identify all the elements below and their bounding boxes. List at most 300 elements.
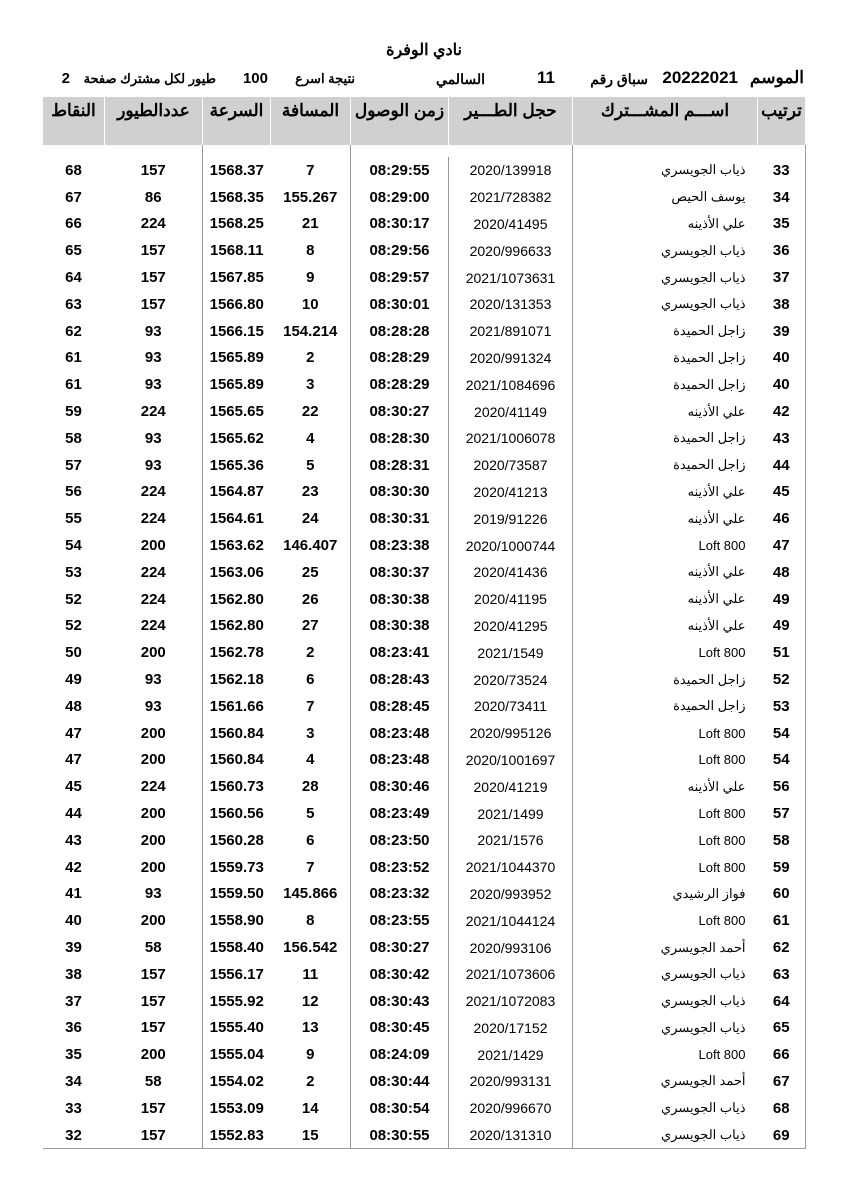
cell-bird-count: 224 [140,778,166,796]
cell-bird-count: 58 [144,1072,162,1090]
cell-points: 32 [43,1122,105,1149]
table-row [43,1095,806,1122]
cell-bird-count: 93 [144,376,162,394]
cell-participant: زاجل الحميدة [573,345,758,372]
cell-points: 48 [65,697,82,715]
cell-rank: 42 [758,398,806,425]
cell-speed: 1565.89 [203,371,271,398]
cell-participant: Loft 800 [573,800,758,827]
cell-participant: فواز الرشيدي [573,881,758,908]
cell-participant: ذياب الجويسري [573,988,758,1015]
cell-bird-count: 224 [140,590,166,608]
table-row [43,559,806,586]
header-ring: حجل الطـــير [449,97,573,145]
cell-rank: 68 [758,1095,806,1122]
cell-bird-count: 157 [140,295,166,313]
cell-rank: 40 [758,371,806,398]
cell-points: 68 [65,161,82,179]
table-row [43,988,806,1015]
cell-participant: زاجل الحميدة [573,425,758,452]
cell-arrival-time: 08:28:31 [351,452,449,479]
cell-speed: 1562.80 [203,586,271,613]
cell-distance: 13 [301,1019,319,1037]
cell-rank: 38 [758,291,806,318]
cell-rank: 67 [758,1068,806,1095]
cell-bird-count: 200 [140,912,166,930]
cell-distance: 8 [306,242,315,260]
cell-points: 56 [65,483,82,501]
table-row [43,532,806,559]
race-label: سباق رقم [590,71,648,87]
cell-arrival-time: 08:30:27 [351,934,449,961]
cell-ring: 2019/91226 [449,505,573,532]
header-distance: المسافة [271,97,351,145]
cell-speed: 1552.83 [203,1122,271,1149]
table-row [43,452,806,479]
table-row [43,264,806,291]
cell-ring: 2021/1429 [449,1041,573,1068]
cell-ring: 2020/993131 [449,1068,573,1095]
cell-arrival-time: 08:30:30 [351,479,449,506]
cell-rank: 62 [758,934,806,961]
table-row [43,720,806,747]
cell-participant: Loft 800 [573,639,758,666]
cell-arrival-time: 08:30:45 [351,1015,449,1042]
cell-arrival-time: 08:30:46 [351,773,449,800]
cell-speed: 1560.56 [203,800,271,827]
cell-distance: 8 [306,912,315,930]
cell-speed: 1568.11 [203,237,271,264]
cell-points: 40 [65,912,82,930]
cell-ring: 2021/1073631 [449,264,573,291]
cell-bird-count: 200 [140,724,166,742]
cell-arrival-time: 08:30:01 [351,291,449,318]
cell-bird-count: 200 [140,751,166,769]
cell-arrival-time: 08:23:50 [351,827,449,854]
cell-points: 58 [65,429,82,447]
table-row [43,1068,806,1095]
table-row [43,586,806,613]
cell-rank: 45 [758,479,806,506]
cell-ring: 2020/17152 [449,1015,573,1042]
cell-rank: 47 [758,532,806,559]
table-row [43,211,806,238]
cell-points: 61 [65,376,82,394]
cell-rank: 34 [758,184,806,211]
table-row [43,854,806,881]
cell-arrival-time: 08:29:55 [351,157,449,184]
cell-points: 37 [65,992,82,1010]
cell-speed: 1567.85 [203,264,271,291]
cell-rank: 59 [758,854,806,881]
cell-rank: 56 [758,773,806,800]
cell-distance: 5 [306,456,315,474]
cell-bird-count: 200 [140,537,166,555]
cell-distance: 11 [302,965,319,983]
cell-distance: 9 [306,269,315,287]
result-label: نتيجة اسرع [295,71,355,86]
cell-ring: 2021/728382 [449,184,573,211]
cell-arrival-time: 08:30:44 [351,1068,449,1095]
cell-bird-count: 157 [140,242,166,260]
cell-arrival-time: 08:23:41 [351,639,449,666]
cell-participant: علي الأذينه [573,559,758,586]
cell-distance: 2 [306,1072,315,1090]
header-arrival-time: زمن الوصول [351,97,449,145]
cell-ring: 2020/41149 [449,398,573,425]
cell-bird-count: 224 [140,510,166,528]
cell-participant: علي الأذينه [573,211,758,238]
cell-ring: 2020/73587 [449,452,573,479]
cell-distance: 2 [306,349,315,367]
cell-speed: 1564.61 [203,505,271,532]
cell-speed: 1564.87 [203,479,271,506]
table-row [43,934,806,961]
cell-distance: 25 [301,563,319,581]
cell-bird-count: 93 [144,885,162,903]
race-location: السالمي [436,71,485,87]
cell-points: 33 [65,1099,82,1117]
cell-rank: 39 [758,318,806,345]
cell-rank: 66 [758,1041,806,1068]
cell-bird-count: 224 [140,403,166,421]
cell-participant: Loft 800 [573,747,758,774]
cell-participant: أحمد الجويسري [573,934,758,961]
cell-speed: 1555.92 [203,988,271,1015]
cell-participant: ذياب الجويسري [573,157,758,184]
cell-participant: Loft 800 [573,1041,758,1068]
cell-ring: 2020/41436 [449,559,573,586]
cell-points: 67 [65,188,82,206]
cell-bird-count: 157 [140,992,166,1010]
cell-arrival-time: 08:23:55 [351,907,449,934]
cell-speed: 1559.50 [203,881,271,908]
cell-ring: 2020/996633 [449,237,573,264]
cell-ring: 2020/41195 [449,586,573,613]
cell-participant: Loft 800 [573,532,758,559]
cell-distance: 24 [301,510,319,528]
cell-bird-count: 93 [144,349,162,367]
cell-participant: ذياب الجويسري [573,264,758,291]
cell-ring: 2021/1044124 [449,907,573,934]
cell-rank: 37 [758,264,806,291]
cell-bird-count: 93 [144,429,162,447]
cell-participant: ذياب الجويسري [573,1015,758,1042]
cell-rank: 64 [758,988,806,1015]
cell-bird-count: 200 [140,1046,166,1064]
cell-arrival-time: 08:29:57 [351,264,449,291]
cell-rank: 49 [758,613,806,640]
cell-participant: زاجل الحميدة [573,452,758,479]
cell-rank: 54 [758,720,806,747]
cell-speed: 1555.04 [203,1041,271,1068]
cell-arrival-time: 08:29:00 [351,184,449,211]
cell-rank: 40 [758,345,806,372]
table-row [43,291,806,318]
cell-ring: 2020/996670 [449,1095,573,1122]
cell-distance: 4 [306,429,315,447]
cell-participant: علي الأذينه [573,613,758,640]
cell-participant: Loft 800 [573,907,758,934]
cell-speed: 1558.90 [203,907,271,934]
cell-bird-count: 157 [140,1019,166,1037]
cell-ring: 2020/131310 [449,1122,573,1149]
cell-points: 43 [65,831,82,849]
cell-speed: 1566.15 [203,318,271,345]
cell-points: 47 [65,724,82,742]
cell-arrival-time: 08:23:48 [351,747,449,774]
cell-points: 36 [65,1019,82,1037]
cell-distance: 6 [306,671,315,689]
cell-rank: 44 [758,452,806,479]
cell-points: 66 [65,215,82,233]
cell-arrival-time: 08:30:42 [351,961,449,988]
cell-ring: 2020/41213 [449,479,573,506]
cell-ring: 2020/991324 [449,345,573,372]
cell-ring: 2020/131353 [449,291,573,318]
cell-arrival-time: 08:23:48 [351,720,449,747]
cell-participant: ذياب الجويسري [573,291,758,318]
cell-points: 52 [65,590,82,608]
table-row [43,747,806,774]
table-row [43,773,806,800]
cell-bird-count: 157 [140,1099,166,1117]
cell-participant: Loft 800 [573,720,758,747]
cell-arrival-time: 08:30:37 [351,559,449,586]
cell-ring: 2021/891071 [449,318,573,345]
cell-ring: 2020/73411 [449,693,573,720]
cell-rank: 61 [758,907,806,934]
table-row [43,1015,806,1042]
table-row [43,907,806,934]
cell-distance: 145.866 [283,885,338,903]
cell-participant: علي الأذينه [573,586,758,613]
cell-participant: ذياب الجويسري [573,1095,758,1122]
cell-distance: 10 [301,295,319,313]
cell-distance: 4 [306,751,315,769]
cell-arrival-time: 08:28:29 [351,371,449,398]
cell-speed: 1561.66 [203,693,271,720]
cell-bird-count: 157 [140,965,166,983]
race-number: 11 [537,68,555,87]
cell-arrival-time: 08:24:09 [351,1041,449,1068]
table-row [43,398,806,425]
cell-bird-count: 93 [144,322,162,340]
per-label: طيور لكل مشترك صفحة [83,71,216,86]
page-number: 2 [61,70,70,87]
cell-rank: 58 [758,827,806,854]
cell-speed: 1558.40 [203,934,271,961]
cell-rank: 54 [758,747,806,774]
table-row [43,666,806,693]
cell-arrival-time: 08:30:43 [351,988,449,1015]
cell-speed: 1560.84 [203,747,271,774]
cell-speed: 1562.78 [203,639,271,666]
cell-bird-count: 157 [105,1122,203,1149]
cell-points: 39 [65,939,82,956]
cell-rank: 46 [758,505,806,532]
cell-ring: 2021/1499 [449,800,573,827]
cell-points: 55 [65,510,82,528]
cell-bird-count: 224 [140,617,166,635]
cell-ring: 2020/41295 [449,613,573,640]
cell-arrival-time: 08:30:27 [351,398,449,425]
cell-distance: 28 [301,778,319,796]
season-value: 20222021 [662,68,738,87]
cell-rank: 48 [758,559,806,586]
cell-bird-count: 224 [140,563,166,581]
cell-speed: 1560.28 [203,827,271,854]
table-row [43,800,806,827]
cell-arrival-time: 08:30:31 [351,505,449,532]
table-row [43,881,806,908]
cell-points: 41 [65,885,82,903]
table-row [43,157,806,184]
header-bird-count: عددالطيور [105,97,203,145]
cell-arrival-time: 08:23:38 [351,532,449,559]
cell-points: 54 [65,537,82,555]
cell-ring: 2020/995126 [449,720,573,747]
cell-bird-count: 86 [144,188,162,206]
cell-distance: 3 [306,376,315,394]
cell-speed: 1568.25 [203,211,271,238]
cell-points: 50 [65,644,82,662]
cell-distance: 156.542 [283,939,338,956]
cell-rank: 36 [758,237,806,264]
cell-ring: 2021/1576 [449,827,573,854]
cell-participant: زاجل الحميدة [573,318,758,345]
cell-points: 44 [65,805,82,823]
cell-participant: Loft 800 [573,827,758,854]
cell-speed: 1556.17 [203,961,271,988]
cell-distance: 5 [306,805,315,823]
cell-ring: 2021/1006078 [449,425,573,452]
cell-participant: يوسف الحيص [573,184,758,211]
cell-bird-count: 224 [140,483,166,501]
cell-bird-count: 157 [140,269,166,287]
cell-ring: 2021/1084696 [449,371,573,398]
header-rank: ترتيب [758,97,806,145]
cell-bird-count: 200 [140,858,166,876]
cell-rank: 65 [758,1015,806,1042]
cell-points: 57 [65,456,82,474]
cell-distance: 146.407 [283,537,338,555]
cell-speed: 1565.36 [203,452,271,479]
cell-speed: 1566.80 [203,291,271,318]
cell-points: 65 [65,242,82,260]
cell-bird-count: 200 [140,644,166,662]
cell-participant: ذياب الجويسري [573,961,758,988]
cell-distance: 2 [306,644,315,662]
cell-arrival-time: 08:30:38 [351,586,449,613]
cell-arrival-time: 08:30:54 [351,1095,449,1122]
cell-points: 63 [65,295,82,313]
cell-participant: زاجل الحميدة [573,666,758,693]
cell-arrival-time: 08:23:32 [351,881,449,908]
table-row [43,961,806,988]
cell-participant: علي الأذينه [573,398,758,425]
cell-points: 47 [65,751,82,769]
cell-bird-count: 93 [144,671,162,689]
cell-ring: 2021/1073606 [449,961,573,988]
cell-speed: 1560.84 [203,720,271,747]
cell-points: 38 [65,965,82,983]
cell-ring: 2021/1549 [449,639,573,666]
header-speed: السرعة [203,97,271,145]
cell-participant: زاجل الحميدة [573,693,758,720]
cell-points: 53 [65,563,82,581]
cell-participant: علي الأذينه [573,505,758,532]
cell-distance: 15 [271,1122,351,1149]
cell-speed: 1565.89 [203,345,271,372]
cell-arrival-time: 08:28:30 [351,425,449,452]
cell-distance: 3 [306,724,315,742]
cell-rank: 49 [758,586,806,613]
cell-ring: 2020/41219 [449,773,573,800]
cell-ring: 2020/73524 [449,666,573,693]
cell-speed: 1565.65 [203,398,271,425]
cell-arrival-time: 08:30:38 [351,613,449,640]
cell-distance: 26 [301,590,319,608]
cell-points: 42 [65,858,82,876]
cell-arrival-time: 08:28:45 [351,693,449,720]
results-table [42,97,806,1149]
table-row [43,505,806,532]
cell-distance: 155.267 [283,188,338,206]
cell-points: 64 [65,269,82,287]
cell-points: 61 [65,349,82,367]
cell-bird-count: 200 [140,805,166,823]
table-row [43,479,806,506]
table-row [43,371,806,398]
cell-speed: 1563.06 [203,559,271,586]
cell-speed: 1563.62 [203,532,271,559]
cell-distance: 23 [301,483,319,501]
cell-ring: 2020/1000744 [449,532,573,559]
cell-rank: 53 [758,693,806,720]
cell-rank: 51 [758,639,806,666]
bird-count: 100 [242,70,268,87]
table-row [43,613,806,640]
cell-participant: زاجل الحميدة [573,371,758,398]
cell-arrival-time: 08:28:43 [351,666,449,693]
cell-ring: 2020/1001697 [449,747,573,774]
cell-distance: 154.214 [283,322,338,340]
cell-speed: 1568.37 [203,157,271,184]
table-row [43,1041,806,1068]
cell-points: 62 [65,322,82,340]
table-row [43,827,806,854]
cell-points: 35 [65,1046,82,1064]
cell-rank: 35 [758,211,806,238]
cell-rank: 52 [758,666,806,693]
cell-bird-count: 93 [144,697,162,715]
cell-speed: 1560.73 [203,773,271,800]
cell-arrival-time: 08:30:55 [351,1122,449,1149]
cell-distance: 27 [301,617,319,635]
table-row [43,639,806,666]
cell-arrival-time: 08:28:28 [351,318,449,345]
club-title: نادي الوفرة [386,42,462,59]
header-participant: اســـم المشـــترك [573,97,758,145]
header-points: النقاط [43,97,105,145]
cell-rank: 60 [758,881,806,908]
cell-distance: 9 [306,1046,315,1064]
cell-rank: 33 [758,157,806,184]
cell-speed: 1568.35 [203,184,271,211]
cell-bird-count: 157 [140,161,166,179]
table-row [43,1122,806,1149]
